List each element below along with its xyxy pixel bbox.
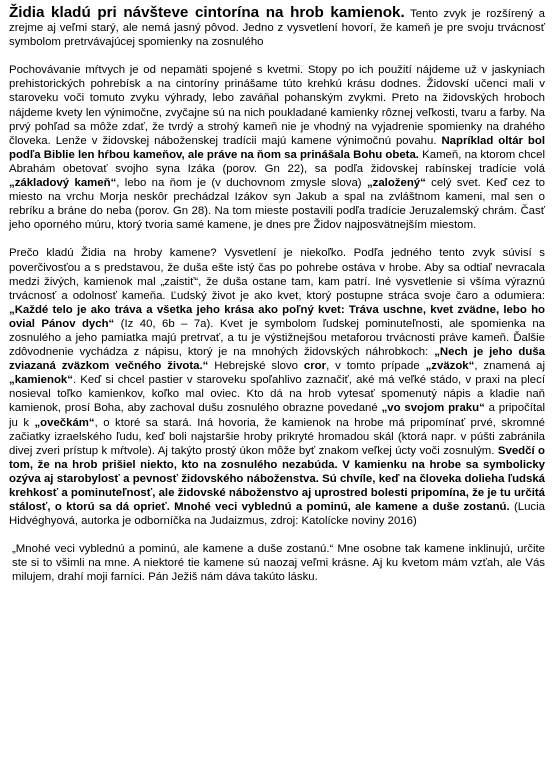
text-run: Hebrejské slovo	[208, 360, 304, 373]
text-run: Prečo kladú Židia na hroby kamene? Vysvetlení je niekoľko. Podľa jedného tento zvyk súvisí s poverčivosťou a s predstavou, že duša ešte istý čas po pohrebe ostáva v hrobe. Aby sa odtiaľ nevracala medzi živých, kamienok mal „zaistiť“, že duša ostane tam, kam patrí. Iné vysvetlenie si všíma výraznú trvácnosť a odolnosť kameňa. Ľudský život je ako kvet, ktorý postupne stráca svoje čaro a odumiera:	[9, 247, 545, 302]
text-run: Pochovávanie mŕtvych je od nepamäti spojené s kvetmi. Stopy po ich použití nájdeme už v jaskyniach prehistorických pohrebísk a na cintoríny prinášame túto krehkú krásu dodnes. Židovskí učenci mali v staroveku voči tomuto zvyku výhrady, lebo zaváňal pohanským zvykmi. Preto na židovských hroboch nájdeme kvety len výnimočne, zvyčajne sú na nich poukladané kamienky rôznej veľkosti, tvaru a farby. Na prvý pohľad sa môže zdať, že tvrdý a strohý kameň nie je vhodný na vyjadrenie spomienky na drahého človeka. Lenže v židovskej náboženskej tradícii majú kamene výnimočnú povahu.	[9, 64, 545, 147]
bold-run: „Každé telo je ako tráva a všetka jeho krása ako poľný kvet: Tráva uschne, kvet zvädne, lebo ho ovial Pánov dych“	[9, 303, 545, 330]
text-run: Kameň, na ktorom chcel Abrahám obetovať svojho syna Izáka (porov. Gn 22), sa podľa židovskej rabínskej tradície volá	[9, 148, 545, 175]
bold-run: „zväzok“	[425, 360, 475, 373]
bold-run: „ovečkám“	[34, 416, 95, 429]
bold-run: „Nech je jeho duša zviazaná zväzkom večného života.“	[9, 346, 545, 373]
text-run: a pripočítal ju k	[9, 402, 545, 429]
bold-run: Svedčí o tom, že na hrob prišiel niekto, kto na zosnulého nezabúda. V kamienku na hrobe sa symbolicky ozýva aj starobylosť a pevnosť židovského náboženstva. Sú chvíle, keď na človeka dolieha ľudská krehkosť a pominuteľnosť, ale židovské náboženstvo aj uprostred bolesti pripomína, že je tu určitá stálosť, o ktorú sa dá oprieť. Mnohé veci vyblednú a pominú, ale kamene a duše zostanú.	[9, 444, 545, 514]
text-run: celý svet. Keď cez to miesto na vrchu Morja neskôr prechádzal Izákov syn Jakub a spal na zvláštnom kameni, mal sen o rebríku a bráne do neba (porov. Gn 28). Na tom mieste postavili podľa tradície Jeruzalemský chrám. Časť jeho oporného múru, ktorý tvoria samé kamene, je dnes pre Židov najposvätnejším miestom.	[9, 177, 546, 232]
bold-run: cror	[303, 360, 327, 373]
text-run: , lebo na ňom je (v duchovnom zmysle slova)	[116, 177, 367, 190]
paragraph-stones-tradition	[9, 63, 545, 232]
bold-run: Napríklad oltár bol podľa Biblie len hŕbou kameňov, ale práve na ňom sa prinášala Bohu obeta.	[9, 134, 545, 161]
bold-run: „založený“	[366, 177, 426, 190]
paragraph-gap	[9, 232, 545, 246]
article-title: Židia kladú pri návšteve cintorína na hrob kamienok.	[9, 4, 405, 21]
bold-run: „kamienok“	[9, 374, 73, 387]
intro-text: Tento zvyk je rozšírený a zrejme aj veľmi starý, ale nemá jasný pôvod. Jedno z vysvetlení hovorí, že kameň je pre svoju trvácnosť symbolom pretrvávajúcej spomienky na zosnulého	[9, 8, 545, 49]
text-run: , o ktoré sa stará. Iná hovoria, že kamienok na hrobe má pripomínať prvé, skromné začiatky izraelského ľudu, keď boli najstaršie hroby prikryté hromadou skál (ktorá napr. v púšti zabránila divej zveri prístup k mŕtvole). Aj takýto prostý úkon môže byť znakom veľkej úcty voči zosnulým.	[9, 416, 545, 457]
bold-run: „vo svojom praku“	[381, 402, 485, 415]
text-run: (Lucia Hidvéghyová, autorka je odborníčka na Judaizmus, zdroj: Katolícke noviny 2016)	[9, 501, 545, 528]
paragraph-gap	[9, 49, 545, 63]
text-run: . Keď si chcel pastier v staroveku spoľahlivo zaznačiť, aké má veľké stádo, v praxi na plecí nosieval toľko kamienkov, koľko mal oviec. Kto dá na hrob vytesať spomenutý nápis a kladie naň kamienok, prosí Boha, aby zachoval dušu zosnulého obrazne povedané	[9, 374, 545, 415]
intro-paragraph	[9, 6, 545, 49]
text-run: , znamená aj	[474, 360, 546, 373]
text-run: , v tomto prípade	[326, 360, 426, 373]
paragraph-gap	[9, 528, 545, 542]
text-run: (Iz 40, 6b – 7a). Kvet je symbolom ľudskej pominuteľnosti, ale spomienka na zosnulého a jeho pamiatka majú pretrvať, a tu je výstižnejšou metaforou trvácnosti práve kameň. Ďalšie zdôvodnenie vychádza z nápisu, ktorý je na mnohých židovských náhrobkoch:	[9, 317, 545, 359]
paragraph-why-stones	[9, 246, 545, 528]
paragraph-personal-note: „Mnohé veci vyblednú a pominú, ale kamene a duše zostanú.“ Mne osobne tak kamene inklinujú, určite ste si to všimli na mne. A niektoré tie kamene sú naozaj veľmi krásne. Aj ku kvetom mám vzťah, ale Vás milujem, drahí moji farníci. Pán Ježiš nám dáva takúto lásku.	[12, 543, 545, 584]
bold-run: „základový kameň“	[9, 177, 117, 190]
